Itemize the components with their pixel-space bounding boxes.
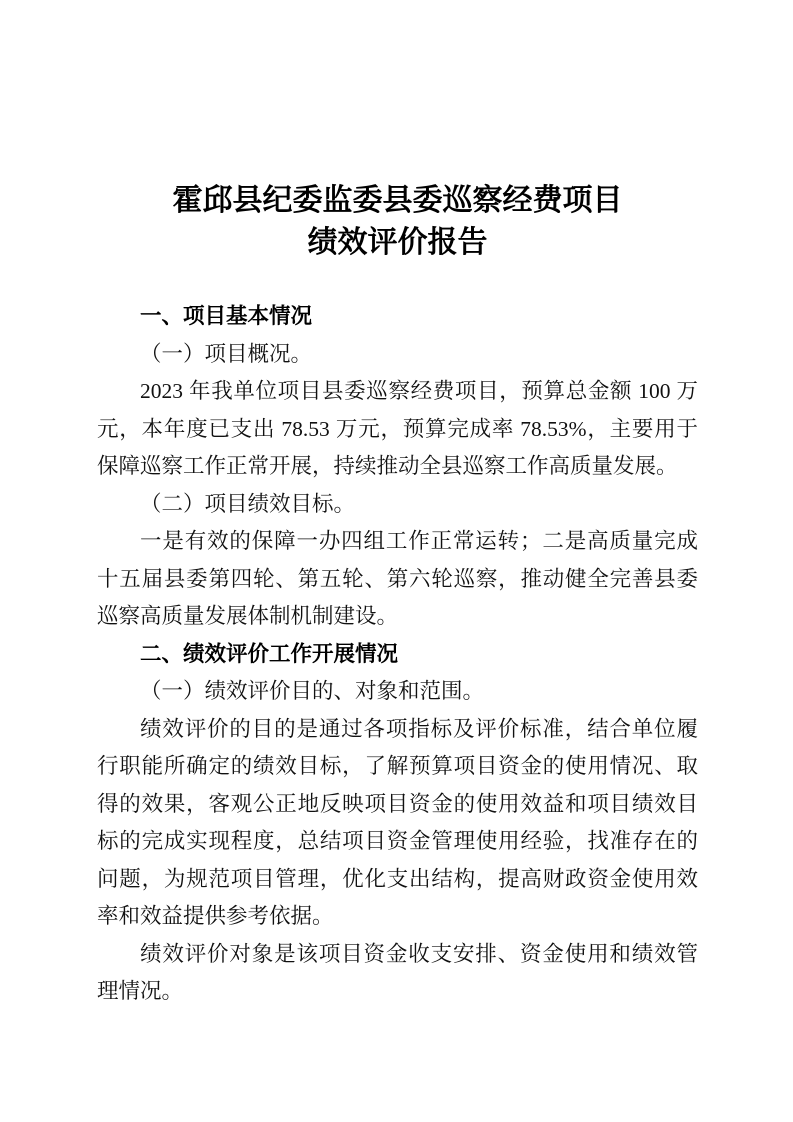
paragraph: 绩效评价对象是该项目资金收支安排、资金使用和绩效管理情况。	[97, 941, 698, 1003]
document-title-line-1: 霍邱县纪委监委县委巡察经费项目	[172, 184, 623, 217]
section-heading: 一、项目基本情况	[140, 304, 313, 328]
document-body	[97, 298, 698, 1011]
paragraph: （一）项目概况。	[140, 341, 313, 366]
section-heading: 二、绩效评价工作开展情况	[140, 641, 399, 666]
paragraph: 2023 年我单位项目县委巡察经费项目，预算总金额 100 万元，本年度已支出 78.53 万元，预算完成率 78.53%，主要用于保障巡察工作正常开展，持续推动全县巡察工作高质量发展。	[97, 379, 698, 478]
paragraph: （一）绩效评价目的、对象和范围。	[140, 679, 485, 703]
paragraph: （二）项目绩效目标。	[140, 491, 356, 516]
document-title	[97, 180, 698, 264]
paragraph: 一是有效的保障一办四组工作正常运转；二是高质量完成十五届县委第四轮、第五轮、第六轮巡察，推动健全完善县委巡察高质量发展体制机制建设。	[97, 529, 698, 628]
paragraph: 绩效评价的目的是通过各项指标及评价标准，结合单位履行职能所确定的绩效目标，了解预算项目资金的使用情况、取得的效果，客观公正地反映项目资金的使用效益和项目绩效目标的完成实现程度，总结项目资金管理使用经验，找准存在的问题，为规范项目管理，优化支出结构，提高财政资金使用效率和效益提供参考依据。	[97, 716, 698, 928]
document-title-line-2: 绩效评价报告	[307, 226, 488, 259]
